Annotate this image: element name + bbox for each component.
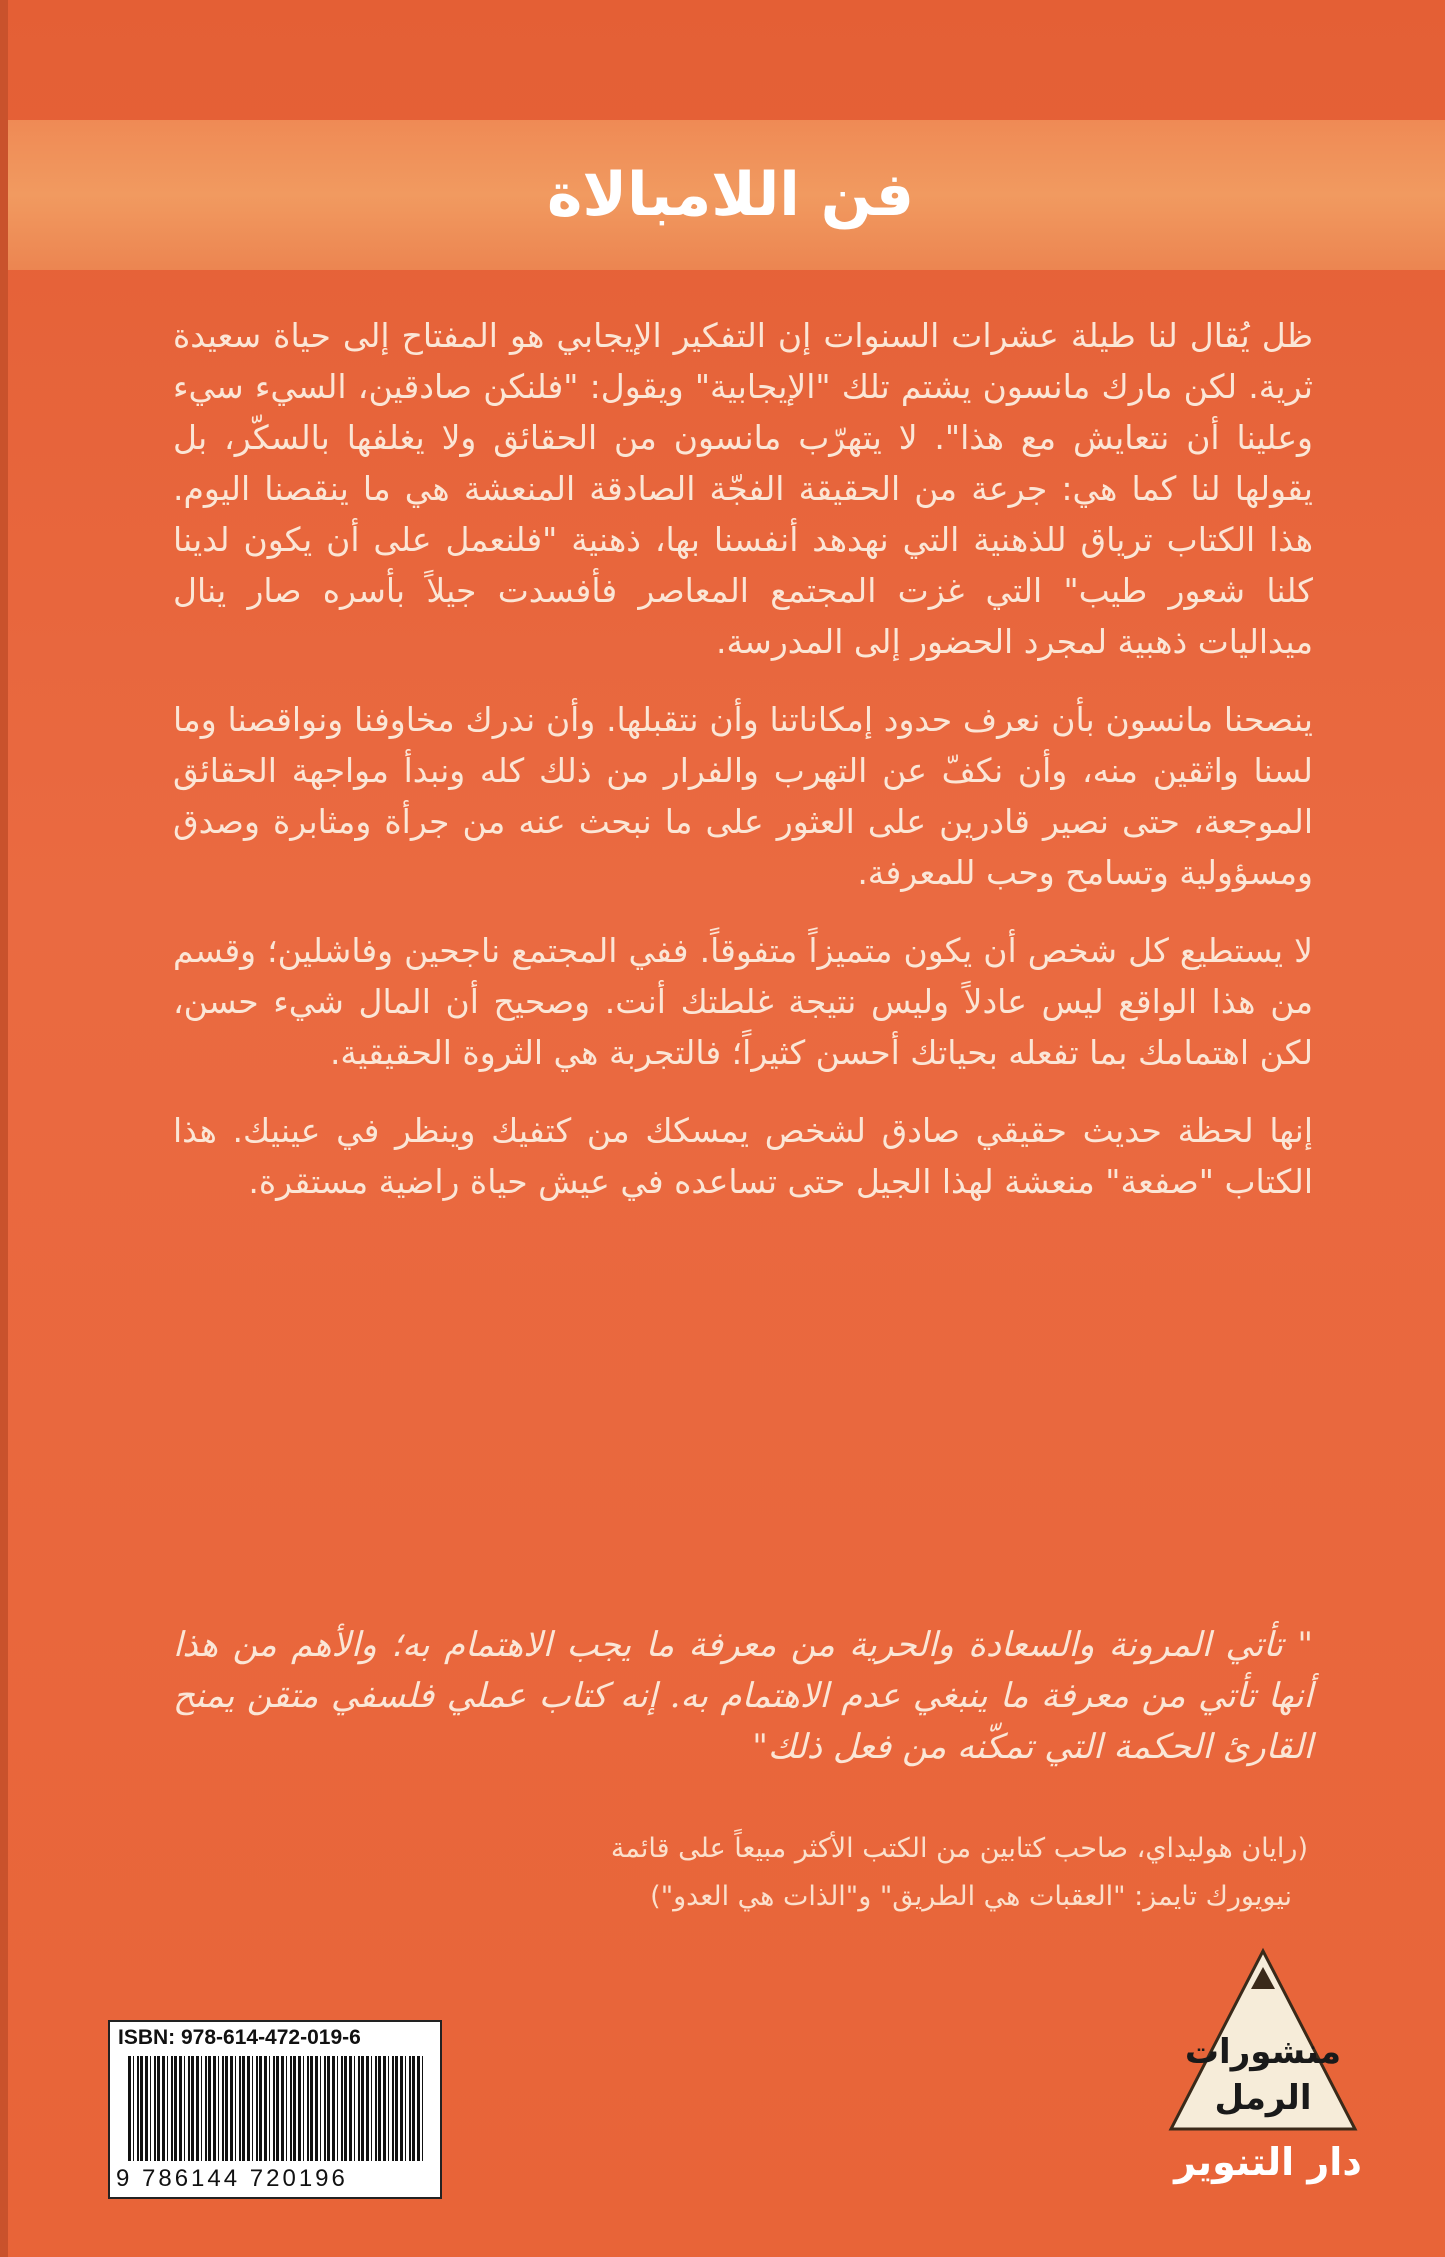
- publisher-logo: [1163, 1945, 1363, 2135]
- blurb-paragraph: ينصحنا مانسون بأن نعرف حدود إمكاناتنا وأن نتقبلها. وأن ندرك مخاوفنا ونواقصنا وما لسنا واثقين منه، وأن نكفّ عن التهرب والفرار من ذلك كله ونبدأ مواجهة الحقائق الموجعة، حتى نصير قادرين على العثور على ما نبحث عنه من جرأة ومثابرة وصدق ومسؤولية وتسامح وحب للمعرفة.: [173, 700, 1313, 892]
- blurb-paragraph: لا يستطيع كل شخص أن يكون متميزاً متفوقاً. ففي المجتمع ناجحين وفاشلين؛ وقسم من هذا الواقع ليس عادلاً وليس نتيجة غلطتك أنت. وصحيح أن المال شيء حسن، لكن اهتمامك بما تفعله بحياتك أحسن كثيراً؛ فالتجربة هي الثروة الحقيقية.: [173, 931, 1313, 1072]
- isbn-barcode: [108, 2020, 442, 2199]
- barcode-bars: [128, 2056, 424, 2161]
- blurb-paragraph: ظل يُقال لنا طيلة عشرات السنوات إن التفكير الإيجابي هو المفتاح إلى حياة سعيدة ثرية. لكن مارك مانسون يشتم تلك "الإيجابية" ويقول: "فلنكن صادقين، السيء سيء وعلينا أن نتعايش مع هذا". لا يتهرّب مانسون من الحقائق ولا يغلفها بالسكّر، بل يقولها لنا كما هي: جرعة من الحقيقة الفجّة الصادقة المنعشة هي ما ينقصنا اليوم. هذا الكتاب ترياق للذهنية التي نهدهد أنفسنا بها، ذهنية "فلنعمل على أن يكون لدينا كلنا شعور طيب" التي غزت المجتمع المعاصر فأفسدت جيلاً بأسره صار ينال ميداليات ذهبية لمجرد الحضور إلى المدرسة.: [173, 316, 1313, 661]
- attribution-line-2: نيويورك تايمز: "العقبات هي الطريق" و"الذات هي العدو"): [650, 1881, 1292, 1912]
- logo-text-top: منشورات: [1184, 2032, 1342, 2072]
- endorsement-quote: " تأتي المرونة والسعادة والحرية من معرفة ما يجب الاهتمام به؛ والأهم من هذا أنها تأتي من معرفة ما ينبغي عدم الاهتمام به. إنه كتاب عملي فلسفي متقن يمنح القارئ الحكمة التي تمكّنه من فعل ذلك": [173, 1625, 1313, 1767]
- attribution-line-1: (رايان هوليداي، صاحب كتابين من الكتب الأكثر مبيعاً على قائمة: [610, 1833, 1308, 1864]
- blurb-paragraph: إنها لحظة حديث حقيقي صادق لشخص يمسكك من كتفيك وينظر في عينيك. هذا الكتاب "صفعة" منعشة لهذا الجيل حتى تساعده في عيش حياة راضية مستقرة.: [173, 1111, 1313, 1201]
- title-band: [8, 120, 1445, 270]
- isbn-label: ISBN: 978-614-472-019-6: [118, 2026, 361, 2049]
- quote-attribution: [298, 1825, 1308, 1921]
- book-title: فن اللامبالاة: [546, 160, 915, 230]
- barcode-number: 9 786144 720196: [116, 2165, 348, 2192]
- logo-text-bottom: الرمل: [1214, 2078, 1312, 2118]
- blurb-text: [173, 310, 1313, 1234]
- publisher-name: دار التنوير: [1174, 2140, 1362, 2184]
